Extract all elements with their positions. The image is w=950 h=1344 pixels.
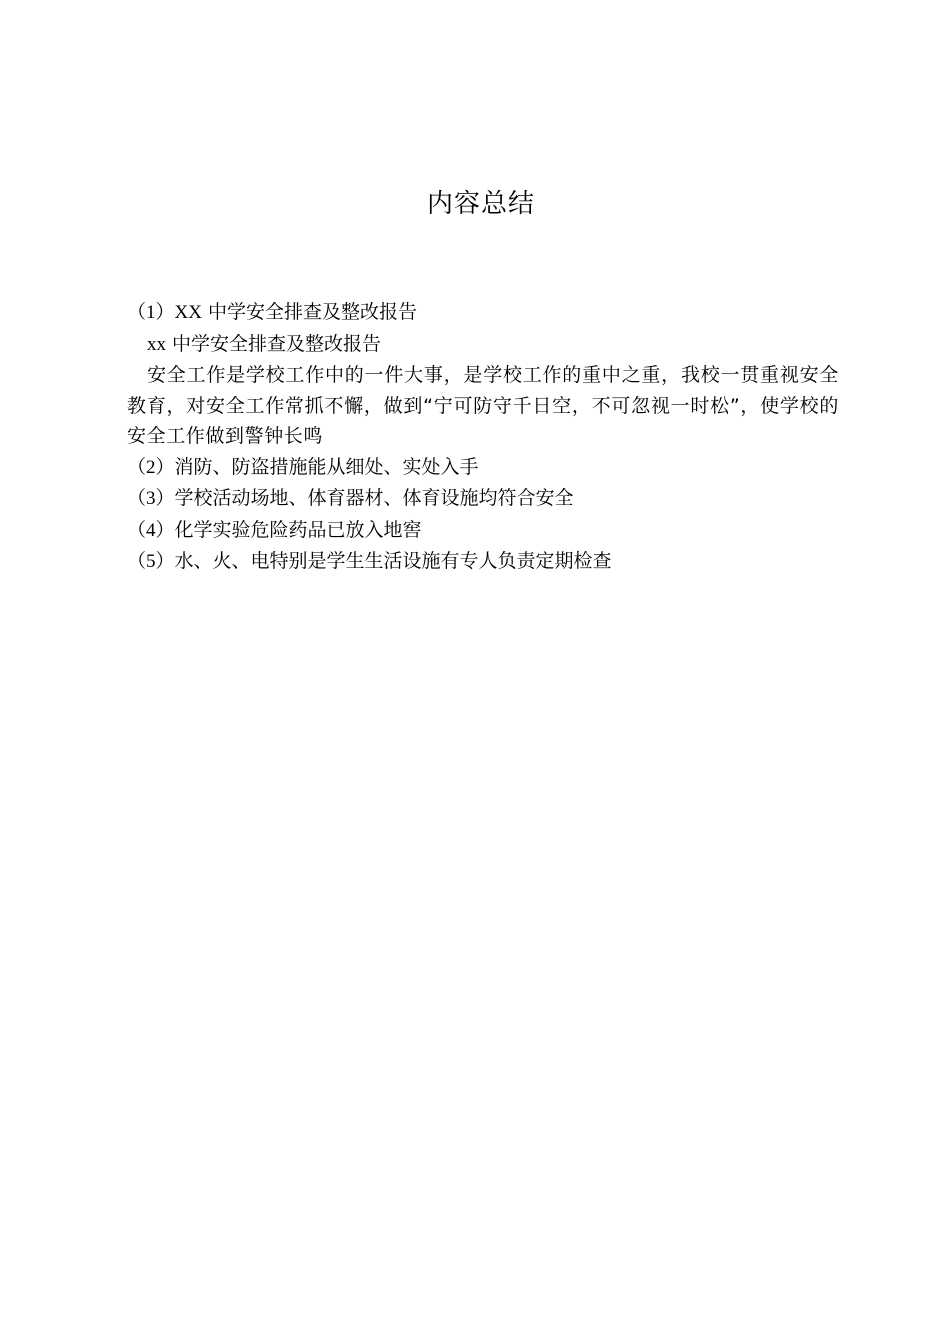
item-2-number: 2 (146, 456, 156, 478)
report-subtitle (127, 329, 839, 361)
page-title: 内容总结 (426, 189, 535, 219)
report-subtitle-latin: xx (147, 333, 166, 355)
item-1-text: 中学安全排查及整改报告 (201, 301, 418, 323)
item-2-text: 消防、防盗措施能从细处、实处入手 (174, 455, 479, 478)
item-1-number: 1 (146, 302, 156, 323)
item-5: （5）水、火、电特别是学生生活设施有专人负责定期检查 (127, 550, 612, 572)
item-1-latin: XX (174, 302, 202, 323)
item-2: （2）消防、防盗措施能从细处、实处入手 (127, 455, 479, 478)
item-3-number: 3 (146, 488, 156, 509)
item-4-text: 化学实验危险药品已放入地窖 (174, 518, 422, 541)
item-3-text: 学校活动场地、体育器材、体育设施均符合安全 (174, 487, 574, 509)
item-4: （4）化学实验危险药品已放入地窖 (127, 518, 422, 541)
item-3: （3）学校活动场地、体育器材、体育设施均符合安全 (127, 487, 574, 509)
item-5-text: 水、火、电特别是学生生活设施有专人负责定期检查 (174, 550, 612, 572)
document-body (127, 297, 839, 578)
item-4-number: 4 (146, 519, 156, 541)
intro-paragraph: 安全工作是学校工作中的一件大事，是学校工作的重中之重，我校一贯重视安全教育，对安全工作常抓不懈，做到“宁可防守千日空，不可忽视一时松”，使学校的安全工作做到警钟长鸣 (127, 364, 839, 447)
item-1: （1）XX 中学安全排查及整改报告 (127, 301, 418, 323)
report-subtitle-text: 中学安全排查及整改报告 (166, 332, 382, 355)
item-5-number: 5 (146, 551, 156, 572)
